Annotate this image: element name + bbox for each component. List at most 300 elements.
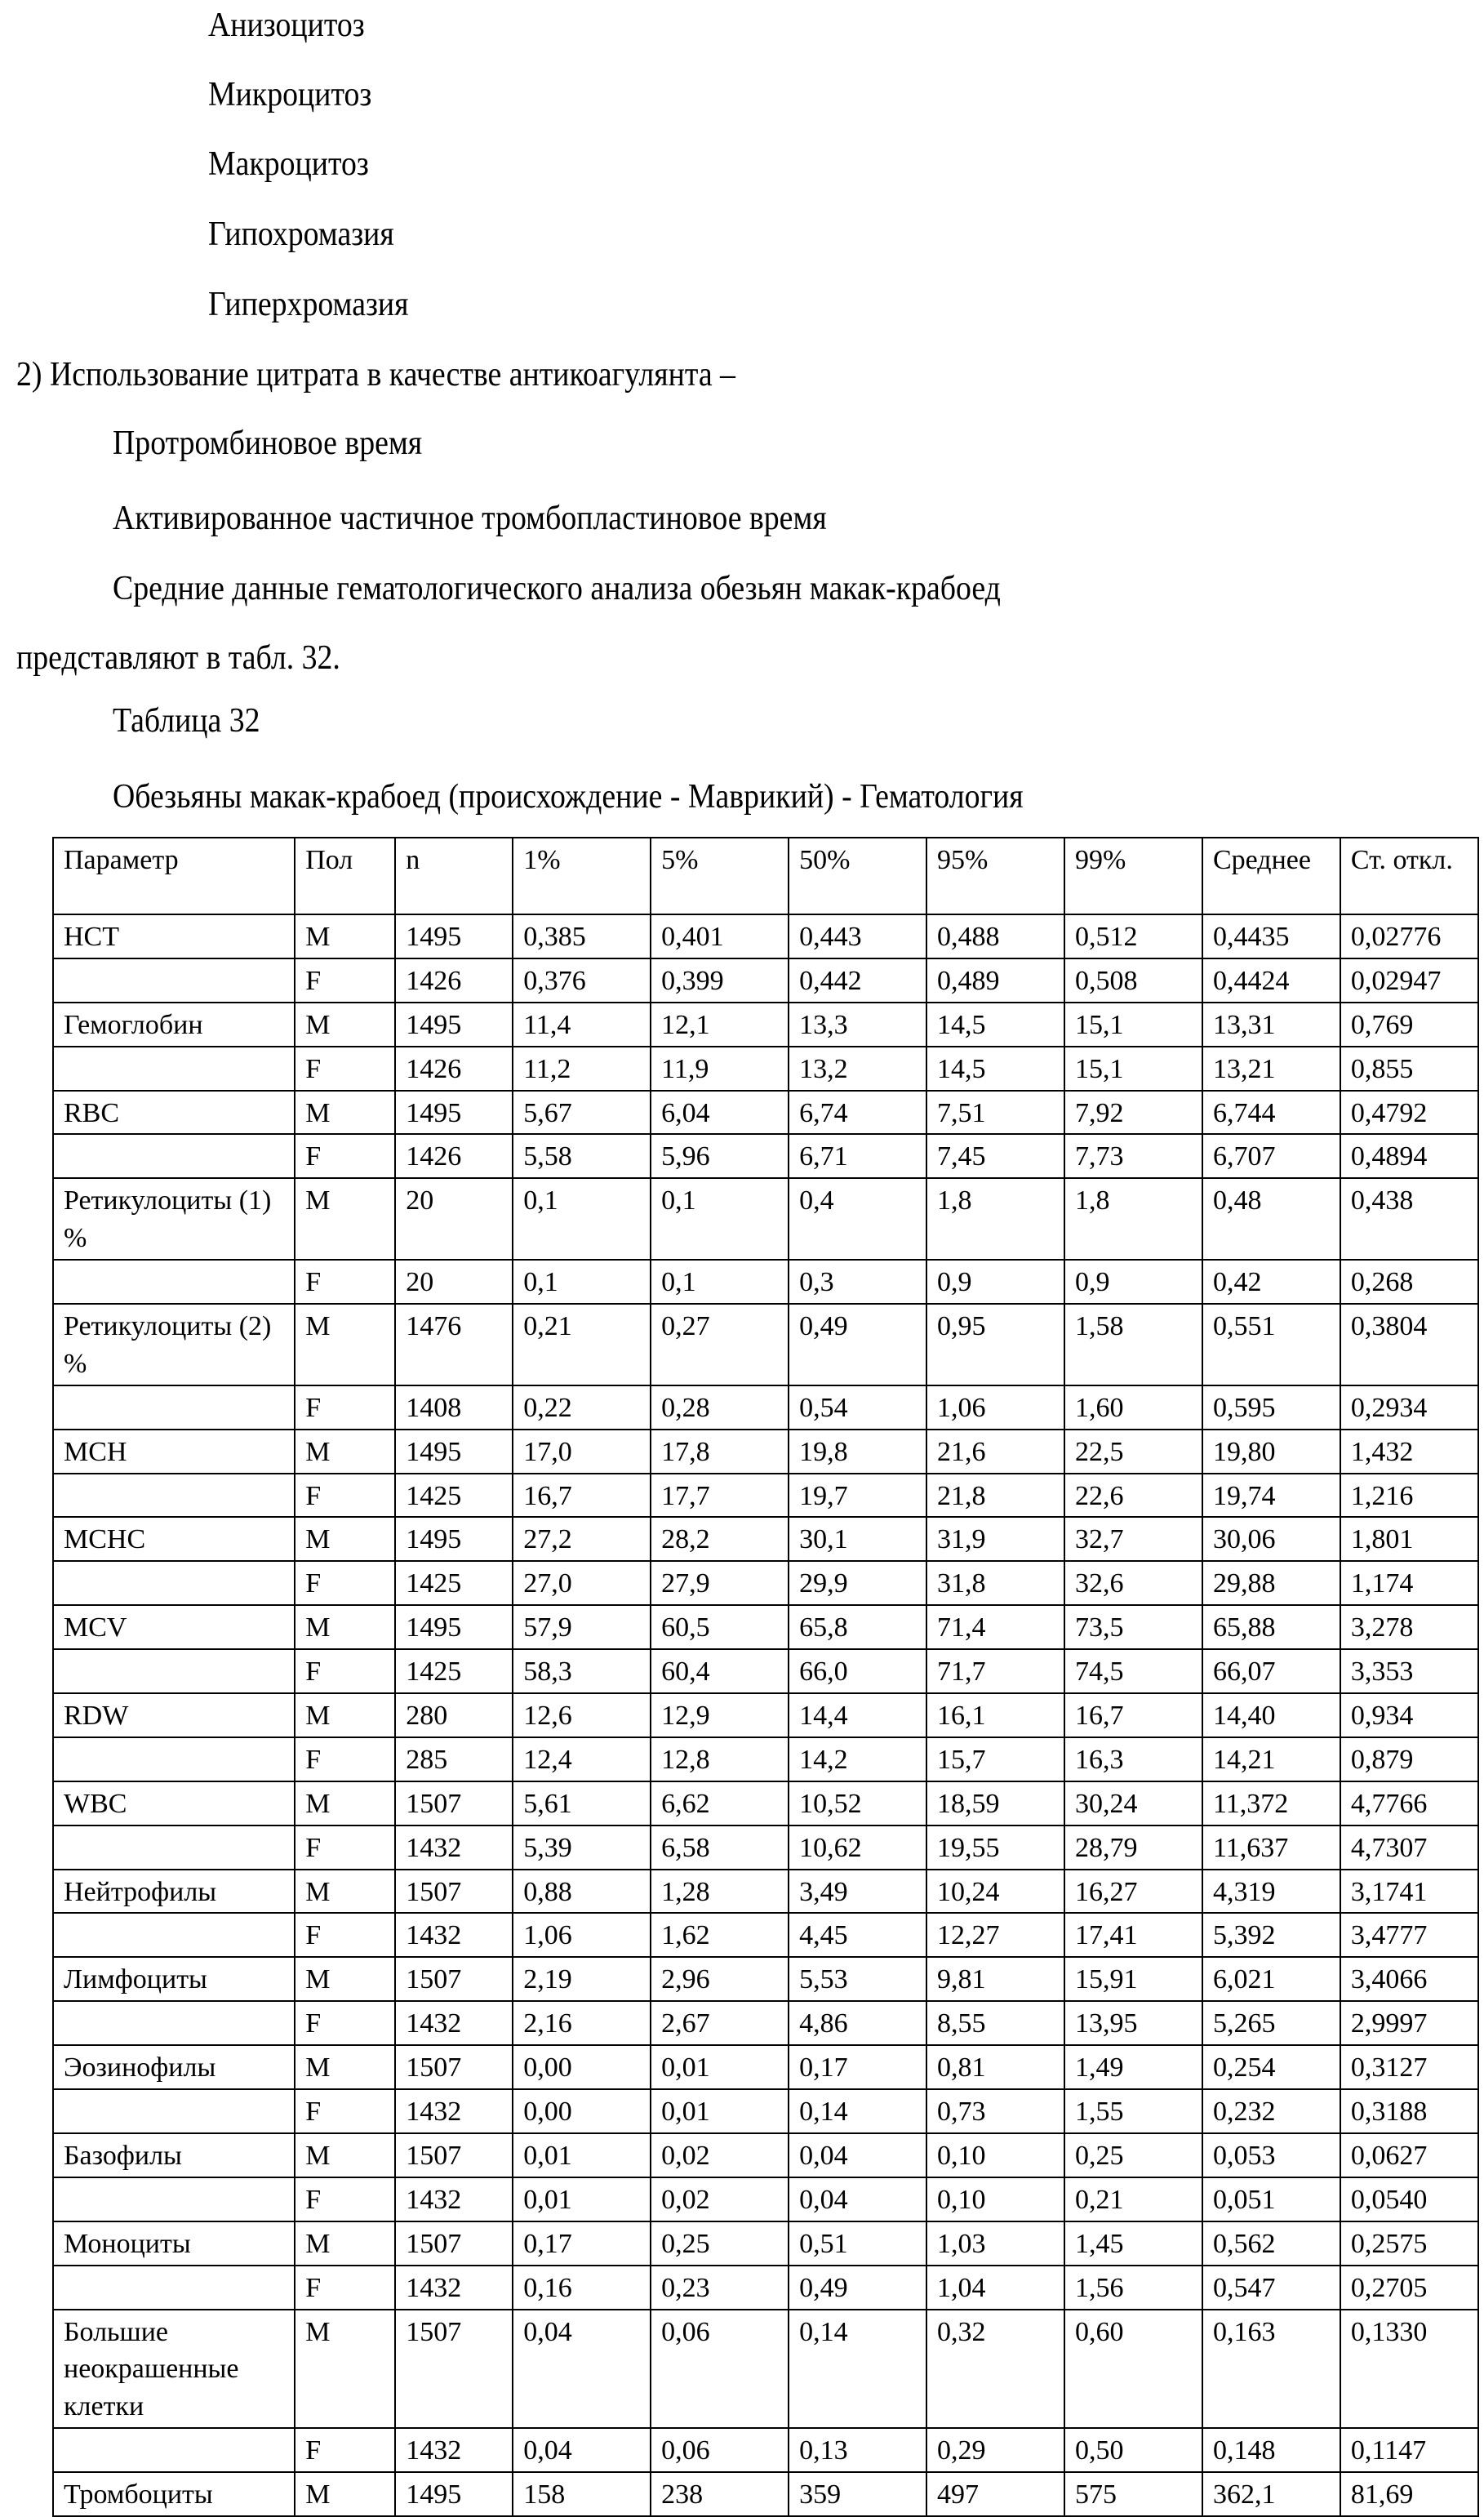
table-cell: 1495 — [395, 914, 513, 958]
table-cell: 2,67 — [651, 2001, 789, 2045]
table-cell: 359 — [789, 2472, 926, 2516]
table-cell: 7,51 — [926, 1091, 1064, 1135]
table-cell: 0,1147 — [1340, 2428, 1478, 2472]
table-cell: 3,4066 — [1340, 1957, 1478, 2001]
table-cell: 30,06 — [1202, 1517, 1340, 1561]
summary-line-1: Средние данные гематологического анализа обезьян макак-крабоед — [113, 570, 1001, 607]
table-cell: 0,14 — [789, 2089, 926, 2133]
table-cell: 95% — [926, 838, 1064, 914]
table-cell — [53, 2428, 295, 2472]
table-cell: 3,49 — [789, 1870, 926, 1914]
table-row — [53, 914, 1478, 958]
table-cell: 6,62 — [651, 1781, 789, 1825]
table-cell: 5,58 — [513, 1134, 651, 1178]
table-row — [53, 1474, 1478, 1518]
table-cell: 8,55 — [926, 2001, 1064, 2045]
table-cell: 0,04 — [789, 2177, 926, 2221]
table-cell: 1,49 — [1064, 2045, 1202, 2089]
table-cell: 1408 — [395, 1385, 513, 1430]
table-cell: 0,051 — [1202, 2177, 1340, 2221]
table-cell: 0,2934 — [1340, 1385, 1478, 1430]
table-cell: M — [295, 2045, 395, 2089]
table-cell: 0,54 — [789, 1385, 926, 1430]
table-cell — [53, 1385, 295, 1430]
table-cell: M — [295, 2472, 395, 2516]
table-cell — [53, 1260, 295, 1304]
table-cell: F — [295, 1913, 395, 1957]
table-cell: 0,1 — [513, 1260, 651, 1304]
table-cell: 5,96 — [651, 1134, 789, 1178]
table-cell: 0,268 — [1340, 1260, 1478, 1304]
table-cell: 4,319 — [1202, 1870, 1340, 1914]
table-cell: 0,443 — [789, 914, 926, 958]
table-cell: 0,29 — [926, 2428, 1064, 2472]
table-row — [53, 2045, 1478, 2089]
table-cell: 0,163 — [1202, 2310, 1340, 2429]
table-cell: MCV — [53, 1605, 295, 1649]
table-cell: 1507 — [395, 2221, 513, 2266]
table-cell: F — [295, 1737, 395, 1781]
table-cell: 0,401 — [651, 914, 789, 958]
table-row — [53, 1091, 1478, 1135]
list-item-prothrombin: Протромбиновое время — [113, 425, 423, 462]
table-cell: 0,02 — [651, 2177, 789, 2221]
table-cell: 4,7766 — [1340, 1781, 1478, 1825]
table-row — [53, 1517, 1478, 1561]
table-cell: 0,9 — [926, 1260, 1064, 1304]
table-cell: M — [295, 1304, 395, 1385]
table-cell: 0,438 — [1340, 1178, 1478, 1260]
table-cell: 16,1 — [926, 1693, 1064, 1737]
table-cell: 0,06 — [651, 2428, 789, 2472]
table-cell: 66,0 — [789, 1649, 926, 1693]
table-cell: Параметр — [53, 838, 295, 914]
table-cell: 0,73 — [926, 2089, 1064, 2133]
table-cell: Нейтрофилы — [53, 1870, 295, 1914]
table-cell: 0,595 — [1202, 1385, 1340, 1430]
table-cell: 1,04 — [926, 2266, 1064, 2310]
table-cell: Базофилы — [53, 2133, 295, 2177]
table-cell: Среднее — [1202, 838, 1340, 914]
list-item-hyperchromasia: Гиперхромазия — [208, 286, 409, 323]
table-cell: 13,2 — [789, 1047, 926, 1091]
table-cell: 0,32 — [926, 2310, 1064, 2429]
list-item-macrocytosis: Макроцитоз — [208, 145, 369, 183]
table-cell: 0,01 — [651, 2045, 789, 2089]
table-cell — [53, 958, 295, 1003]
table-cell: 0,02947 — [1340, 958, 1478, 1003]
table-cell: 0,01 — [513, 2177, 651, 2221]
table-cell: 74,5 — [1064, 1649, 1202, 1693]
table-cell: 1432 — [395, 1825, 513, 1870]
table-cell: 1,28 — [651, 1870, 789, 1914]
table-cell: 11,372 — [1202, 1781, 1340, 1825]
table-cell: 27,9 — [651, 1561, 789, 1605]
list-item-hypochromasia: Гипохромазия — [208, 216, 394, 253]
table-cell: 0,28 — [651, 1385, 789, 1430]
table-cell: 1425 — [395, 1649, 513, 1693]
table-cell: 2,96 — [651, 1957, 789, 2001]
table-cell: Лимфоциты — [53, 1957, 295, 2001]
table-cell: 13,21 — [1202, 1047, 1340, 1091]
table-cell: 13,95 — [1064, 2001, 1202, 2045]
table-cell: F — [295, 1260, 395, 1304]
table-cell: 1,174 — [1340, 1561, 1478, 1605]
table-cell: 11,4 — [513, 1003, 651, 1047]
table-cell: 7,45 — [926, 1134, 1064, 1178]
table-cell: 12,1 — [651, 1003, 789, 1047]
table-cell: 65,8 — [789, 1605, 926, 1649]
table-cell: 31,9 — [926, 1517, 1064, 1561]
table-cell: 1495 — [395, 1605, 513, 1649]
table-row — [53, 1913, 1478, 1957]
table-cell: 575 — [1064, 2472, 1202, 2516]
table-cell — [53, 1047, 295, 1091]
table-cell: 0,488 — [926, 914, 1064, 958]
table-cell: 19,74 — [1202, 1474, 1340, 1518]
table-cell: 1,8 — [926, 1178, 1064, 1260]
table-cell: 20 — [395, 1260, 513, 1304]
table-cell: 0,3804 — [1340, 1304, 1478, 1385]
table-cell: M — [295, 1693, 395, 1737]
table-cell: WBC — [53, 1781, 295, 1825]
table-cell: 30,1 — [789, 1517, 926, 1561]
table-cell: 2,16 — [513, 2001, 651, 2045]
table-cell: 0,60 — [1064, 2310, 1202, 2429]
table-cell: M — [295, 1957, 395, 2001]
table-cell: 1495 — [395, 1091, 513, 1135]
table-title: Обезьяны макак-крабоед (происхождение - Маврикий) - Гематология — [113, 778, 1024, 816]
table-cell: 1507 — [395, 2045, 513, 2089]
table-cell: Большие неокрашенные клетки — [53, 2310, 295, 2429]
table-label: Таблица 32 — [113, 702, 260, 740]
table-cell: M — [295, 1870, 395, 1914]
table-cell: 0,01 — [513, 2133, 651, 2177]
table-cell: 14,21 — [1202, 1737, 1340, 1781]
table-cell: 0,442 — [789, 958, 926, 1003]
table-cell: 0,4424 — [1202, 958, 1340, 1003]
summary-line-2: представляют в табл. 32. — [16, 639, 340, 677]
table-cell: 5,53 — [789, 1957, 926, 2001]
table-cell: 362,1 — [1202, 2472, 1340, 2516]
table-cell: 0,42 — [1202, 1260, 1340, 1304]
table-cell: 1,60 — [1064, 1385, 1202, 1430]
table-row — [53, 1003, 1478, 1047]
table-cell: M — [295, 1178, 395, 1260]
table-cell: 5% — [651, 838, 789, 914]
table-row — [53, 1825, 1478, 1870]
table-cell: 0,10 — [926, 2177, 1064, 2221]
table-cell: F — [295, 1134, 395, 1178]
table-cell: 1432 — [395, 2177, 513, 2221]
table-cell: 2,19 — [513, 1957, 651, 2001]
table-cell: 0,95 — [926, 1304, 1064, 1385]
table-cell: 6,58 — [651, 1825, 789, 1870]
table-cell: 14,5 — [926, 1003, 1064, 1047]
table-cell: 1,06 — [513, 1913, 651, 1957]
table-cell: F — [295, 1385, 395, 1430]
table-row — [53, 958, 1478, 1003]
table-cell — [53, 1474, 295, 1518]
table-cell: F — [295, 2001, 395, 2045]
table-cell: M — [295, 2133, 395, 2177]
table-cell: 0,50 — [1064, 2428, 1202, 2472]
table-cell: F — [295, 1649, 395, 1693]
table-cell: 0,23 — [651, 2266, 789, 2310]
table-cell: 0,551 — [1202, 1304, 1340, 1385]
table-cell: 4,86 — [789, 2001, 926, 2045]
table-cell: 0,934 — [1340, 1693, 1478, 1737]
table-cell: 1,62 — [651, 1913, 789, 1957]
table-row — [53, 2266, 1478, 2310]
table-cell: F — [295, 2266, 395, 2310]
table-cell — [53, 2266, 295, 2310]
table-cell: 0,4792 — [1340, 1091, 1478, 1135]
table-cell: 0,06 — [651, 2310, 789, 2429]
table-row — [53, 1957, 1478, 2001]
table-row — [53, 1649, 1478, 1693]
table-cell: 11,2 — [513, 1047, 651, 1091]
table-cell — [53, 1649, 295, 1693]
table-cell: 0,21 — [513, 1304, 651, 1385]
table-cell: Пол — [295, 838, 395, 914]
table-cell: 0,10 — [926, 2133, 1064, 2177]
table-cell: 0,508 — [1064, 958, 1202, 1003]
table-cell: 0,855 — [1340, 1047, 1478, 1091]
table-cell: 0,547 — [1202, 2266, 1340, 2310]
table-cell: 15,7 — [926, 1737, 1064, 1781]
table-cell: 1,432 — [1340, 1430, 1478, 1474]
table-cell: 13,3 — [789, 1003, 926, 1047]
table-cell: 0,13 — [789, 2428, 926, 2472]
table-cell: M — [295, 2310, 395, 2429]
table-cell: F — [295, 1825, 395, 1870]
table-cell: 27,2 — [513, 1517, 651, 1561]
table-cell: 0,232 — [1202, 2089, 1340, 2133]
table-cell — [53, 2001, 295, 2045]
table-cell: 0,27 — [651, 1304, 789, 1385]
table-cell: 16,27 — [1064, 1870, 1202, 1914]
table-cell: 2,9997 — [1340, 2001, 1478, 2045]
table-cell: 0,053 — [1202, 2133, 1340, 2177]
table-cell: HCT — [53, 914, 295, 958]
table-cell: 1426 — [395, 1134, 513, 1178]
table-cell: 1432 — [395, 1913, 513, 1957]
table-cell: MCH — [53, 1430, 295, 1474]
table-cell: M — [295, 1430, 395, 1474]
table-cell: 1495 — [395, 2472, 513, 2516]
table-cell: 0,00 — [513, 2045, 651, 2089]
table-cell: 0,769 — [1340, 1003, 1478, 1047]
table-cell: 50% — [789, 838, 926, 914]
table-cell: 21,8 — [926, 1474, 1064, 1518]
table-cell: 14,2 — [789, 1737, 926, 1781]
table-cell: 15,1 — [1064, 1003, 1202, 1047]
table-cell: F — [295, 2089, 395, 2133]
table-row — [53, 1870, 1478, 1914]
table-cell: 9,81 — [926, 1957, 1064, 2001]
table-cell: 0,17 — [789, 2045, 926, 2089]
table-cell: 6,707 — [1202, 1134, 1340, 1178]
table-cell: 1495 — [395, 1517, 513, 1561]
table-cell: 238 — [651, 2472, 789, 2516]
table-row — [53, 1781, 1478, 1825]
table-cell — [53, 1561, 295, 1605]
table-row — [53, 2001, 1478, 2045]
table-cell: 0,4894 — [1340, 1134, 1478, 1178]
table-cell: 0,04 — [513, 2310, 651, 2429]
table-cell: 0,879 — [1340, 1737, 1478, 1781]
table-cell: M — [295, 1517, 395, 1561]
table-cell: 10,24 — [926, 1870, 1064, 1914]
table-cell: 15,91 — [1064, 1957, 1202, 2001]
table-cell: 3,278 — [1340, 1605, 1478, 1649]
table-cell: 16,3 — [1064, 1737, 1202, 1781]
table-row — [53, 1260, 1478, 1304]
table-cell: 0,148 — [1202, 2428, 1340, 2472]
table-cell: 73,5 — [1064, 1605, 1202, 1649]
table-row — [53, 1304, 1478, 1385]
table-cell: Ст. откл. — [1340, 838, 1478, 914]
table-cell: 0,16 — [513, 2266, 651, 2310]
table-cell: 0,51 — [789, 2221, 926, 2266]
table-cell: 0,01 — [651, 2089, 789, 2133]
table-cell: 17,7 — [651, 1474, 789, 1518]
table-cell: 0,1 — [651, 1178, 789, 1260]
table-cell: 3,1741 — [1340, 1870, 1478, 1914]
table-cell: 0,0540 — [1340, 2177, 1478, 2221]
table-cell: 1,216 — [1340, 1474, 1478, 1518]
table-cell: 71,4 — [926, 1605, 1064, 1649]
table-cell: 7,92 — [1064, 1091, 1202, 1135]
table-cell: 22,6 — [1064, 1474, 1202, 1518]
table-cell: F — [295, 1047, 395, 1091]
table-cell: n — [395, 838, 513, 914]
table-cell: 0,21 — [1064, 2177, 1202, 2221]
table-cell — [53, 2089, 295, 2133]
table-cell: 14,4 — [789, 1693, 926, 1737]
table-cell: 0,49 — [789, 1304, 926, 1385]
table-cell: 1,06 — [926, 1385, 1064, 1430]
table-cell: 0,1 — [651, 1260, 789, 1304]
table-cell: F — [295, 1561, 395, 1605]
table-cell: 0,1 — [513, 1178, 651, 1260]
table-cell: 0,14 — [789, 2310, 926, 2429]
table-cell: 14,5 — [926, 1047, 1064, 1091]
table-cell: 0,489 — [926, 958, 1064, 1003]
table-cell: RDW — [53, 1693, 295, 1737]
table-cell: 6,744 — [1202, 1091, 1340, 1135]
table-cell: 12,4 — [513, 1737, 651, 1781]
table-cell — [53, 1913, 295, 1957]
table-cell: 0,4435 — [1202, 914, 1340, 958]
table-cell: Ретикулоциты (2) % — [53, 1304, 295, 1385]
table-row — [53, 1430, 1478, 1474]
table-cell: 0,254 — [1202, 2045, 1340, 2089]
table-cell: 0,48 — [1202, 1178, 1340, 1260]
table-cell: 11,9 — [651, 1047, 789, 1091]
table-row — [53, 1605, 1478, 1649]
table-cell: Эозинофилы — [53, 2045, 295, 2089]
table-cell: 16,7 — [1064, 1693, 1202, 1737]
table-cell: 66,07 — [1202, 1649, 1340, 1693]
table-cell: 17,41 — [1064, 1913, 1202, 1957]
table-cell: 6,04 — [651, 1091, 789, 1135]
table-cell: 1432 — [395, 2001, 513, 2045]
table-cell: 158 — [513, 2472, 651, 2516]
table-cell: 13,31 — [1202, 1003, 1340, 1047]
table-cell: M — [295, 2221, 395, 2266]
table-cell: 99% — [1064, 838, 1202, 914]
table-cell: 0,00 — [513, 2089, 651, 2133]
table-row — [53, 1134, 1478, 1178]
list-item-anisocytosis: Анизоцитоз — [208, 7, 365, 44]
table-cell — [53, 1737, 295, 1781]
list-item-microcytosis: Микроцитоз — [208, 76, 372, 113]
table-cell: 1,58 — [1064, 1304, 1202, 1385]
table-cell: 1495 — [395, 1430, 513, 1474]
table-cell: F — [295, 2177, 395, 2221]
table-cell: 28,2 — [651, 1517, 789, 1561]
table-cell: 1432 — [395, 2089, 513, 2133]
table-cell: 0,385 — [513, 914, 651, 958]
table-cell: 7,73 — [1064, 1134, 1202, 1178]
table-cell: M — [295, 914, 395, 958]
table-cell: 6,71 — [789, 1134, 926, 1178]
table-cell: 0,3188 — [1340, 2089, 1478, 2133]
table-cell: 0,02 — [651, 2133, 789, 2177]
table-cell: 32,7 — [1064, 1517, 1202, 1561]
table-row — [53, 1693, 1478, 1737]
table-cell: 20 — [395, 1178, 513, 1260]
table-cell: 1,8 — [1064, 1178, 1202, 1260]
table-cell: 0,399 — [651, 958, 789, 1003]
table-row — [53, 2310, 1478, 2429]
table-cell: 0,512 — [1064, 914, 1202, 958]
table-cell: 285 — [395, 1737, 513, 1781]
table-cell: 1476 — [395, 1304, 513, 1385]
table-cell: 0,81 — [926, 2045, 1064, 2089]
table-cell: 17,8 — [651, 1430, 789, 1474]
table-cell — [53, 2177, 295, 2221]
table-cell: 4,7307 — [1340, 1825, 1478, 1870]
table-row — [53, 1737, 1478, 1781]
list-item-aptt: Активированное частичное тромбопластиновое время — [113, 500, 827, 537]
table-cell: 19,7 — [789, 1474, 926, 1518]
table-cell: F — [295, 958, 395, 1003]
table-cell: 6,021 — [1202, 1957, 1340, 2001]
table-cell: 5,39 — [513, 1825, 651, 1870]
table-cell: 0,02776 — [1340, 914, 1478, 958]
table-cell: M — [295, 1091, 395, 1135]
table-cell: 31,8 — [926, 1561, 1064, 1605]
table-row — [53, 1178, 1478, 1260]
table-cell: 3,4777 — [1340, 1913, 1478, 1957]
table-row — [53, 1385, 1478, 1430]
table-cell: 5,61 — [513, 1781, 651, 1825]
table-cell: 5,67 — [513, 1091, 651, 1135]
table-row — [53, 1561, 1478, 1605]
table-cell: 19,80 — [1202, 1430, 1340, 1474]
table-cell: 15,1 — [1064, 1047, 1202, 1091]
table-row — [53, 1047, 1478, 1091]
table-cell: 0,17 — [513, 2221, 651, 2266]
table-cell: 0,2575 — [1340, 2221, 1478, 2266]
table-cell: 1507 — [395, 1870, 513, 1914]
table-cell: 1507 — [395, 1957, 513, 2001]
table-cell: M — [295, 1605, 395, 1649]
table-cell: 57,9 — [513, 1605, 651, 1649]
